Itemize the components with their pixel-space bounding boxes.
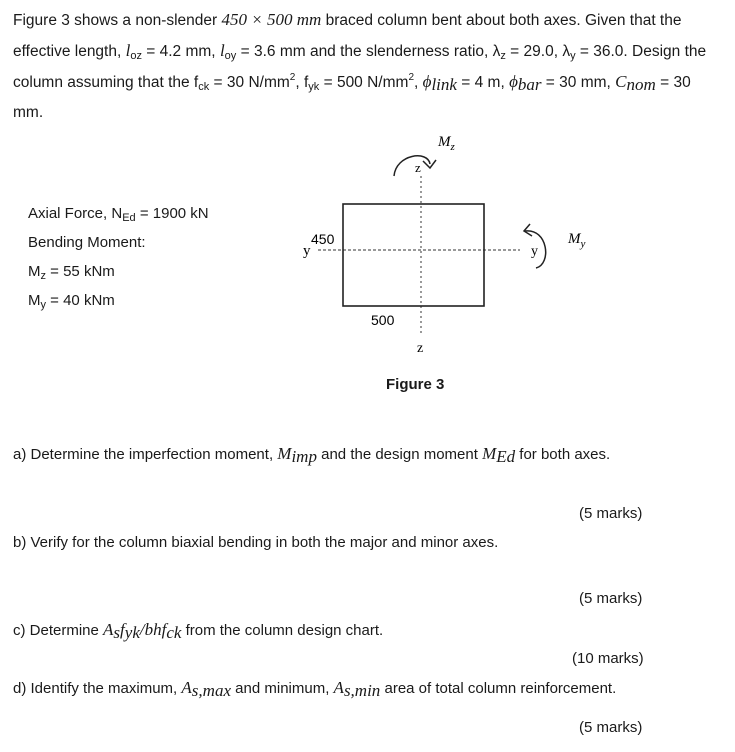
qd-text-1: d) Identify the maximum, (13, 680, 182, 697)
question-c (13, 620, 383, 640)
phi-link-subscript: link (431, 75, 457, 94)
loy-subscript: oy (224, 50, 237, 62)
figure-caption: Figure 3 (386, 376, 445, 393)
qc-text-1: c) Determine (13, 622, 104, 639)
qd-asmin-subscript: s,min (343, 681, 381, 700)
lambda-y-subscript: y (570, 50, 576, 62)
axial-value: = 1900 kN (135, 205, 209, 222)
fck-value: = 30 N/mm (209, 74, 290, 91)
phi-link-value: = 4 m, (456, 74, 510, 91)
qc-f-symbol: f (120, 620, 125, 639)
qc-fck-subscript: ck (166, 623, 182, 642)
qc-fyk-subscript: yk (124, 623, 140, 642)
z-bottom-label: z (417, 341, 424, 356)
lambda-z-subscript: z (500, 50, 506, 62)
loz-value: = 4.2 mm, (141, 43, 220, 60)
loy-value: = 3.6 mm and the slenderness ratio, λ (236, 43, 501, 60)
qd-text-2: and minimum, (231, 680, 334, 697)
fyk-value: = 500 N/mm (319, 74, 409, 91)
axial-force-line (28, 199, 209, 228)
axial-label: Axial Force, N (28, 205, 123, 222)
lambda-y-value: = 36.0. Design the column assuming that the f (13, 43, 707, 91)
qa-mimp-symbol: M (277, 444, 292, 463)
qd-asmax-subscript: s,max (191, 681, 231, 700)
cnom-value: = 30 mm. (13, 74, 691, 121)
lambda-z-value: = 29.0, λ (505, 43, 571, 60)
mz-moment-arrow (394, 156, 430, 176)
question-b-marks: (5 marks) (579, 590, 643, 607)
loz-subscript: oz (130, 50, 142, 62)
fyk-subscript: yk (308, 81, 320, 93)
qa-text-3: for both axes. (515, 446, 611, 463)
question-a-marks: (5 marks) (579, 505, 643, 522)
qd-asmin-symbol: A (333, 678, 344, 697)
question-a (13, 444, 610, 464)
question-d (13, 678, 616, 698)
qa-text-1: a) Determine the imperfection moment, (13, 446, 278, 463)
question-c-marks: (10 marks) (572, 650, 644, 667)
phi-link-symbol: ϕ (422, 72, 432, 91)
qa-med-subscript: Ed (496, 447, 516, 466)
mz-value: = 55 kNm (46, 263, 115, 280)
cnom-subscript: nom (626, 75, 656, 94)
qa-text-2: and the design moment (316, 446, 483, 463)
loads-block (28, 199, 209, 315)
column-size: 450 × 500 mm (221, 10, 322, 29)
phi-bar-value: = 30 mm, (541, 74, 616, 91)
y-left-label: y (303, 243, 311, 259)
cnom-symbol: C (615, 72, 627, 91)
intro-text-2: braced column bent about both axes. Given that the effective length, (13, 12, 682, 60)
my-value: = 40 kNm (46, 292, 115, 309)
phi-bar-subscript: bar (517, 75, 542, 94)
my-figure-label: $M_y$ (568, 231, 586, 250)
dimension-450-label: 450 (311, 231, 335, 247)
qa-med-symbol: M (482, 444, 497, 463)
z-top-label: z (415, 160, 421, 175)
axial-subscript: Ed (122, 212, 136, 224)
my-subscript: y (40, 299, 46, 311)
question-b: b) Verify for the column biaxial bending in both the major and minor axes. (13, 534, 499, 551)
problem-statement (13, 5, 725, 128)
qc-text-2: from the column design chart. (181, 622, 384, 639)
column-section-figure (280, 128, 610, 368)
qc-as-symbol: A (103, 620, 114, 639)
my-label: M (28, 292, 41, 309)
loz-symbol: l (125, 41, 131, 60)
mz-subscript: z (40, 270, 46, 282)
link-text: , (414, 74, 423, 91)
intro-text-1: Figure 3 shows a non-slender (13, 12, 222, 29)
column-section-rect (343, 204, 484, 306)
y-right-label: y (531, 244, 538, 259)
fck-subscript: ck (198, 81, 210, 93)
mz-line (28, 257, 209, 286)
qc-as-subscript: s (113, 623, 121, 642)
bending-moment-heading: Bending Moment: (28, 234, 146, 251)
qc-bhf-symbol: /bhf (139, 620, 167, 639)
mz-label: M (28, 263, 41, 280)
my-line (28, 286, 209, 315)
fck-superscript: 2 (289, 72, 296, 83)
my-arrowhead-icon (524, 224, 532, 236)
question-d-marks: (5 marks) (579, 719, 643, 736)
phi-bar-symbol: ϕ (509, 72, 518, 91)
loy-symbol: l (219, 41, 225, 60)
qd-text-3: area of total column reinforcement. (380, 680, 617, 697)
qa-mimp-subscript: imp (291, 447, 317, 466)
qd-asmax-symbol: A (181, 678, 192, 697)
fyk-superscript: 2 (408, 72, 414, 83)
dimension-500-label: 500 (371, 312, 395, 328)
mz-figure-label: $M_z$ (438, 134, 455, 153)
fyk-text: , f (295, 74, 309, 91)
